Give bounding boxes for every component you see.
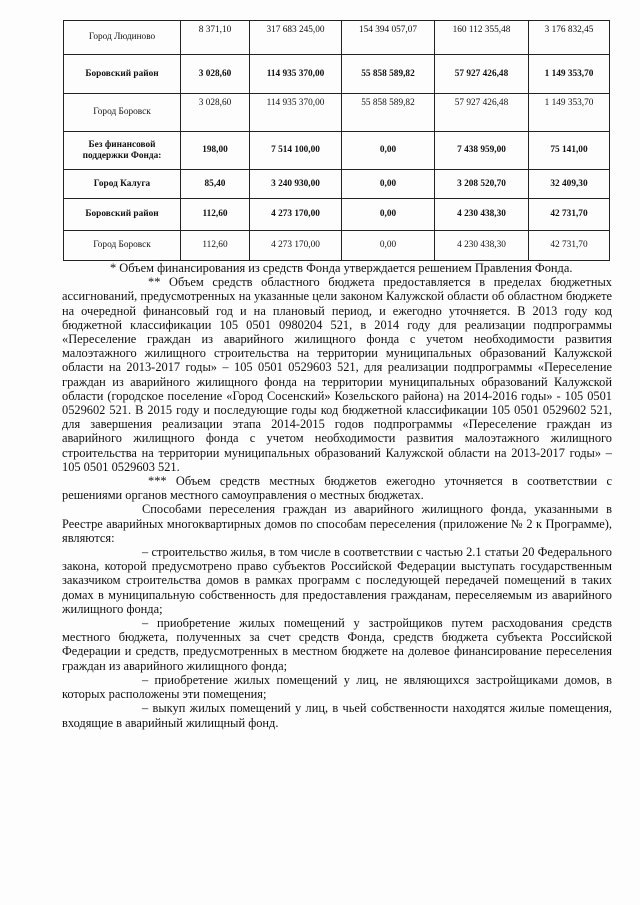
cell-fund: 55 858 589,82 xyxy=(342,55,435,94)
cell-total: 114 935 370,00 xyxy=(250,55,342,94)
cell-area: 198,00 xyxy=(181,132,250,170)
cell-local: 32 409,30 xyxy=(529,170,610,199)
cell-regional: 4 230 438,30 xyxy=(435,199,529,231)
cell-total: 7 514 100,00 xyxy=(250,132,342,170)
cell-total: 114 935 370,00 xyxy=(250,94,342,132)
cell-area: 3 028,60 xyxy=(181,55,250,94)
cell-fund: 0,00 xyxy=(342,231,435,261)
cell-total: 3 240 930,00 xyxy=(250,170,342,199)
list-item: – выкуп жилых помещений у лиц, в чьей собственности находятся жилые помещения, входящие в аварийный жилищный фонд. xyxy=(62,701,612,730)
cell-area: 112,60 xyxy=(181,231,250,261)
footnote-local-budget: *** Объем средств местных бюджетов ежегодно уточняется в соответствии с решениями органов местного самоуправления о местных бюджетах. xyxy=(62,474,612,503)
cell-local: 42 731,70 xyxy=(529,199,610,231)
footnote-regional-budget: ** Объем средств областного бюджета предоставляется в пределах бюджетных ассигнований, предусмотренных на указанные цели законом Калужской области об областном бюджете на очередной финансовый год и на плановый период, и ежегодно уточняется. В 2013 году код бюджетной классификации 105 0501 0980204 521, в 2014 году для реализации подпрограммы «Переселение граждан из аварийного жилищного фонда с учетом необходимости развития малоэтажного жилищного строительства на территории муниципальных образований Калужской области на 2013-2017 годы» – 105 0501 0529603 521, для реализации подпрограммы «Переселение граждан из аварийного жилищного фонда на территории муниципальных образований Калужской области (городское поселение «Город Сосенский» Козельского района) на 2014-2016 годы» - 105 0501 0529602 521. В 2015 году и последующие годы код бюджетной классификации 105 0501 0529602 521, для завершения реализации этапа 2014-2015 годов подпрограммы «Переселение граждан из аварийного жилищного фонда с учетом необходимости развития малоэтажного жилищного строительства на территории муниципальных образований Калужской области на 2013-2017 годы» – 105 0501 0529603 521. xyxy=(62,275,612,474)
cell-total: 317 683 245,00 xyxy=(250,21,342,55)
cell-fund: 154 394 057,07 xyxy=(342,21,435,55)
cell-area: 8 371,10 xyxy=(181,21,250,55)
cell-local: 75 141,00 xyxy=(529,132,610,170)
cell-fund: 0,00 xyxy=(342,170,435,199)
table-row xyxy=(64,132,610,170)
cell-fund: 55 858 589,82 xyxy=(342,94,435,132)
cell-local: 1 149 353,70 xyxy=(529,55,610,94)
row-name: Без финансовой поддержки Фонда: xyxy=(64,132,181,170)
table-row xyxy=(64,170,610,199)
cell-local: 1 149 353,70 xyxy=(529,94,610,132)
cell-regional: 57 927 426,48 xyxy=(435,55,529,94)
cell-total: 4 273 170,00 xyxy=(250,199,342,231)
table-row xyxy=(64,231,610,261)
cell-local: 42 731,70 xyxy=(529,231,610,261)
row-name: Город Людиново xyxy=(64,21,181,55)
table-row xyxy=(64,55,610,94)
list-item: – приобретение жилых помещений у застройщиков путем расходования средств местного бюджета, полученных за счет средств Фонда, средств бюджета субъекта Российской Федерации и средств, предусмотренных в местном бюджете на долевое финансирование переселения граждан из аварийного жилищного фонда; xyxy=(62,616,612,673)
row-name: Город Калуга xyxy=(64,170,181,199)
table-row xyxy=(64,199,610,231)
row-name: Город Боровск xyxy=(64,94,181,132)
body-text xyxy=(62,261,612,730)
row-name: Боровский район xyxy=(64,199,181,231)
cell-regional: 4 230 438,30 xyxy=(435,231,529,261)
cell-regional: 7 438 959,00 xyxy=(435,132,529,170)
row-name: Город Боровск xyxy=(64,231,181,261)
cell-local: 3 176 832,45 xyxy=(529,21,610,55)
list-item: – строительство жилья, в том числе в соответствии с частью 2.1 статьи 20 Федерального закона, которой предусмотрено право субъектов Российской Федерации выступать государственным заказчиком строительства домов в рамках программ с последующей передачей помещений в таких домах в муниципальную собственность для предоставления гражданам, переселяемым из аварийного жилищного фонда; xyxy=(62,545,612,616)
cell-area: 3 028,60 xyxy=(181,94,250,132)
table-row xyxy=(64,21,610,55)
cell-regional: 57 927 426,48 xyxy=(435,94,529,132)
table-row xyxy=(64,94,610,132)
methods-intro: Способами переселения граждан из аварийного жилищного фонда, указанными в Реестре аварийных многоквартирных домов по способам переселения (приложение № 2 к Программе), являются: xyxy=(62,502,612,545)
cell-fund: 0,00 xyxy=(342,199,435,231)
cell-regional: 160 112 355,48 xyxy=(435,21,529,55)
financing-table xyxy=(63,20,610,261)
cell-fund: 0,00 xyxy=(342,132,435,170)
row-name: Боровский район xyxy=(64,55,181,94)
list-item: – приобретение жилых помещений у лиц, не являющихся застройщиками домов, в которых расположены эти помещения; xyxy=(62,672,612,702)
cell-area: 112,60 xyxy=(181,199,250,231)
cell-regional: 3 208 520,70 xyxy=(435,170,529,199)
cell-area: 85,40 xyxy=(181,170,250,199)
cell-total: 4 273 170,00 xyxy=(250,231,342,261)
footnote-fund: * Объем финансирования из средств Фонда утверждается решением Правления Фонда. xyxy=(110,261,573,275)
